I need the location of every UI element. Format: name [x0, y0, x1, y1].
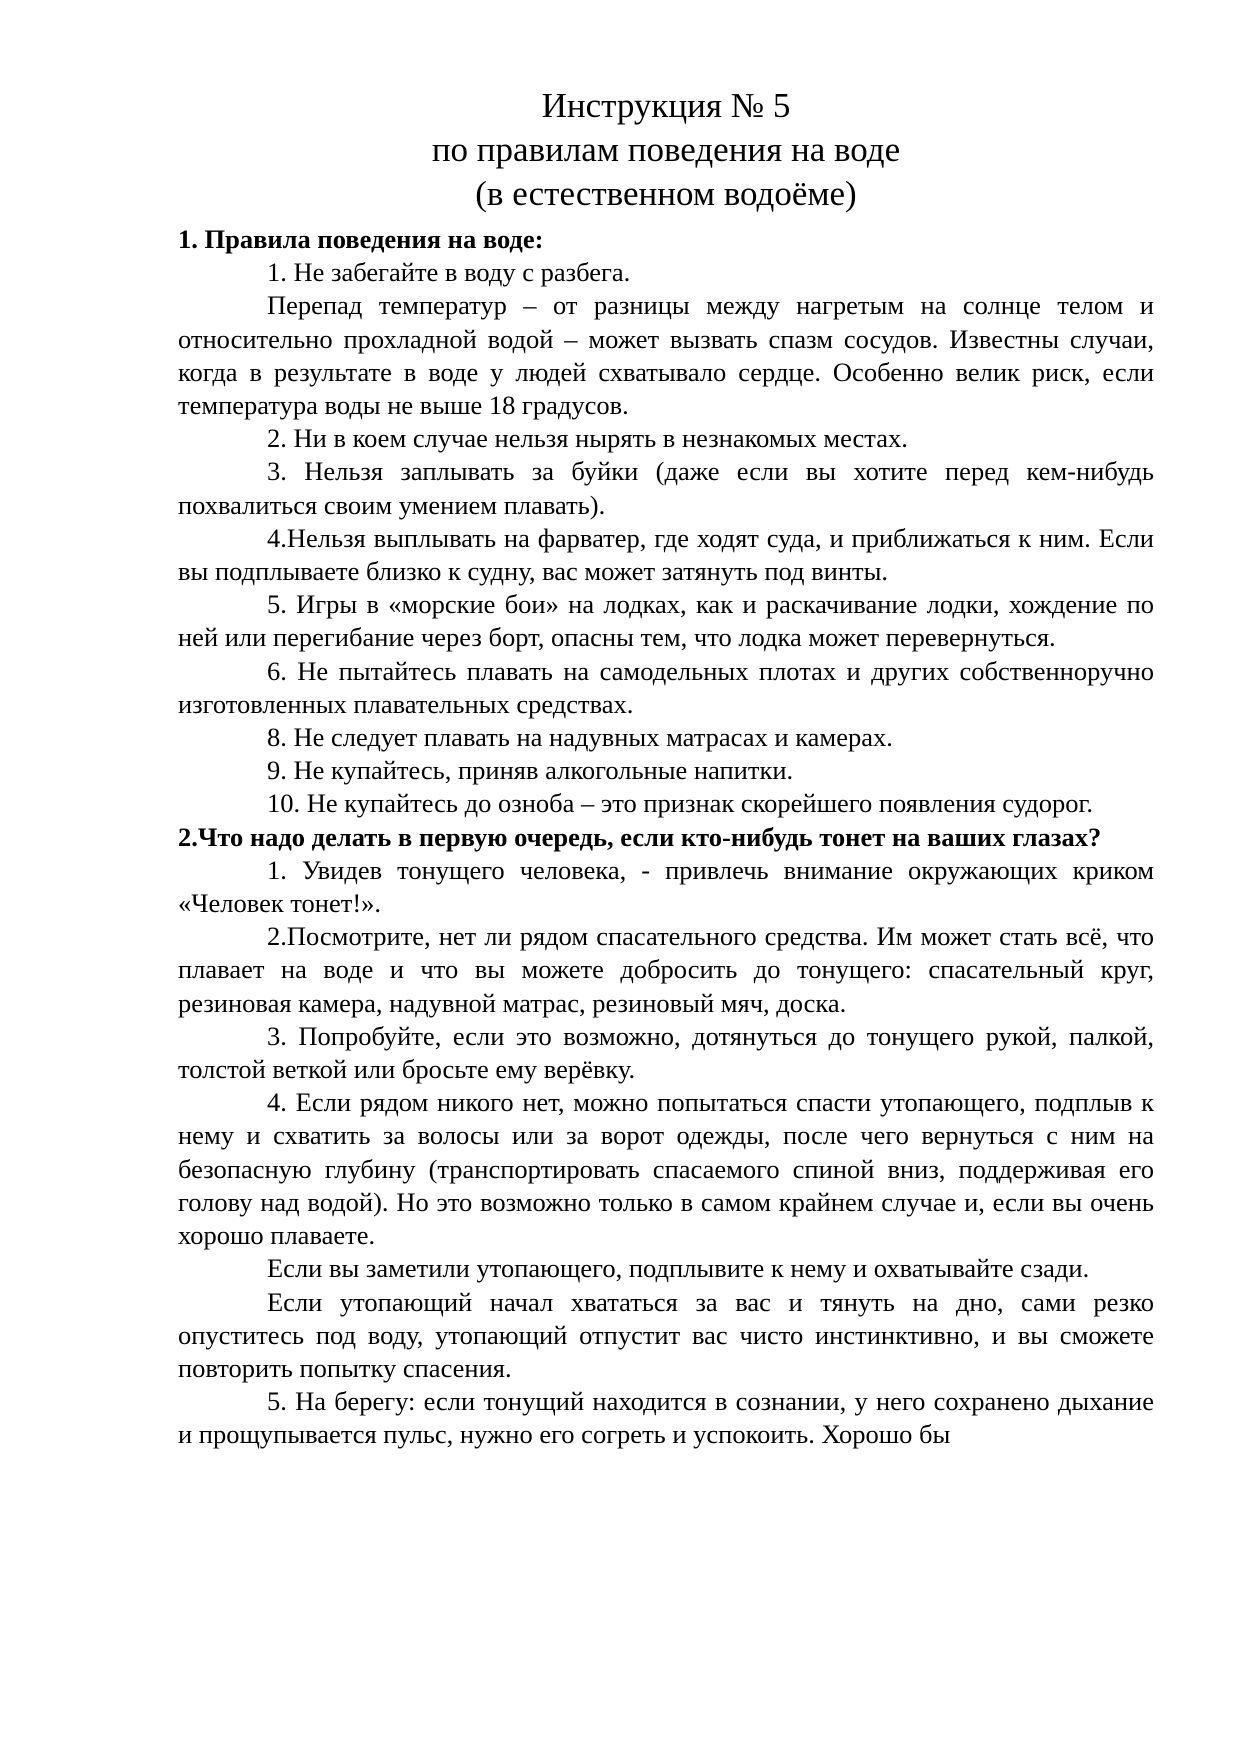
section-1-heading: 1. Правила поведения на воде:	[178, 224, 544, 254]
paragraph: 10. Не купайтесь до озноба – это признак скорейшего появления судорог.	[267, 788, 1094, 819]
paragraph: 4. Если рядом никого нет, можно попытаться спасти утопающего, подплыв к нему и схватить за волосы или за ворот одежды, после чего вернуться с ним на безопасную глубину (транспортировать спасаемого спиной вниз, поддерживая его голову над водой). Но это возможно только в самом крайнем случае и, если вы очень хорошо плаваете.	[178, 1087, 1154, 1251]
paragraph: Перепад температур – от разницы между нагретым на солнце телом и относительно прохладной водой – может вызвать спазм сосудов. Известны случаи, когда в результате в воде у людей схватывало сердце. Особенно велик риск, если температура воды не выше 18 градусов.	[178, 290, 1154, 421]
paragraph: Если вы заметили утопающего, подплывите к нему и охватывайте сзади.	[267, 1253, 1090, 1284]
paragraph: 1. Не забегайте в воду с разбега.	[267, 257, 631, 288]
paragraph: 2.Посмотрите, нет ли рядом спасательного средства. Им может стать всё, что плавает на воде и что вы можете добросить до тонущего: спасательный круг, резиновая камера, надувной матрас, резиновый мяч, доска.	[178, 921, 1154, 1018]
paragraph: 6. Не пытайтесь плавать на самодельных плотах и других собственноручно изготовленных плавательных средствах.	[178, 655, 1154, 719]
paragraph: Если утопающий начал хвататься за вас и тянуть на дно, сами резко опуститесь под воду, утопающий отпустит вас чисто инстинктивно, и вы сможете повторить попытку спасения.	[178, 1286, 1154, 1383]
document-title-line-1: Инструкция № 5	[541, 86, 791, 125]
paragraph: 4.Нельзя выплывать на фарватер, где ходят суда, и приближаться к ним. Если вы подплываете близко к судну, вас может затянуть под винты.	[178, 522, 1154, 587]
document-title-line-2: по правилам поведения на воде	[431, 130, 901, 169]
paragraph: 3. Попробуйте, если это возможно, дотянуться до тонущего рукой, палкой, толстой веткой или бросьте ему верёвку.	[178, 1020, 1154, 1085]
section-2-heading: 2.Что надо делать в первую очередь, если кто-нибудь тонет на ваших глазах?	[178, 821, 1102, 852]
document-title-line-3: (в естественном водоёме)	[475, 174, 857, 213]
paragraph: 5. Игры в «морские бои» на лодках, как и раскачивание лодки, хождение по ней или перегибание через борт, опасны тем, что лодка может перевернуться.	[178, 589, 1154, 653]
paragraph: 9. Не купайтесь, приняв алкогольные напитки.	[267, 755, 794, 786]
paragraph: 1. Увидев тонущего человека, - привлечь внимание окружающих криком «Человек тонет!».	[178, 854, 1154, 919]
paragraph: 3. Нельзя заплывать за буйки (даже если вы хотите перед кем-нибудь похвалиться своим умением плавать).	[178, 456, 1154, 520]
document-body	[178, 223, 1154, 1452]
paragraph: 8. Не следует плавать на надувных матрасах и камерах.	[267, 722, 893, 753]
paragraph: 2. Ни в коем случае нельзя нырять в незнакомых местах.	[267, 423, 908, 454]
paragraph: 5. На берегу: если тонущий находится в сознании, у него сохранено дыхание и прощупывается пульс, нужно его согреть и успокоить. Хорошо бы	[178, 1386, 1154, 1450]
